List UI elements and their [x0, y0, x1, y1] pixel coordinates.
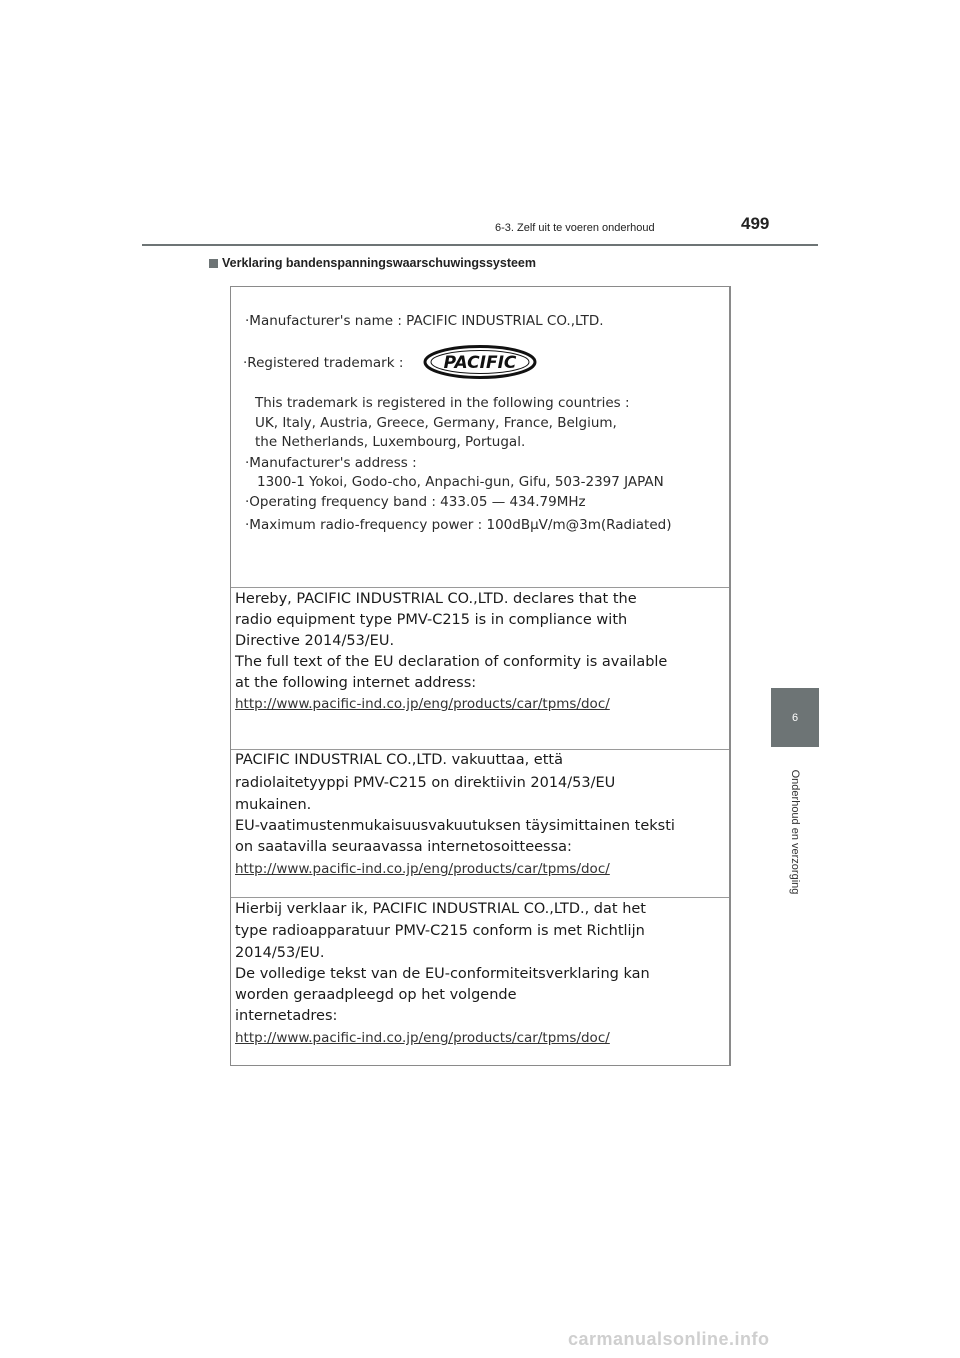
square-bullet-icon [209, 259, 218, 268]
page-number: 499 [741, 214, 770, 233]
dutch-line-2: type radioapparatuur PMV-C215 conform is met Richtlijn [235, 923, 645, 939]
section-heading-text: Verklaring bandenspanningswaarschuwingssysteem [222, 256, 536, 270]
dutch-line-6: internetadres: [235, 1008, 338, 1024]
section-heading [209, 256, 536, 270]
chapter-tab[interactable] [771, 688, 819, 747]
chapter-title: Onderhoud en verzorging [789, 769, 801, 895]
section-title: 6-3. Zelf uit te voeren onderhoud [495, 222, 655, 234]
dutch-line-5: worden geraadpleegd op het volgende [235, 987, 517, 1003]
finnish-line-3: mukainen. [235, 797, 312, 813]
address: 1300-1 Yokoi, Godo-cho, Anpachi-gun, Gifu, 503-2397 JAPAN [257, 474, 664, 490]
countries-line-1: UK, Italy, Austria, Greece, Germany, France, Belgium, [255, 415, 617, 431]
logo-text: PACIFIC [443, 353, 517, 373]
divider-2 [231, 749, 729, 750]
frequency-band: ·Operating frequency band : 433.05 — 434.79MHz [245, 494, 586, 510]
english-line-1: Hereby, PACIFIC INDUSTRIAL CO.,LTD. declares that the [235, 591, 637, 607]
dutch-line-4: De volledige tekst van de EU-conformiteitsverklaring kan [235, 966, 650, 982]
english-url-link[interactable]: http://www.pacific-ind.co.jp/eng/products/car/tpms/doc/ [235, 696, 610, 712]
dutch-line-1: Hierbij verklaar ik, PACIFIC INDUSTRIAL CO.,LTD., dat het [235, 901, 646, 917]
pacific-logo [423, 345, 537, 379]
english-line-4: The full text of the EU declaration of conformity is available [235, 654, 668, 670]
english-line-2: radio equipment type PMV-C215 is in compliance with [235, 612, 628, 628]
manufacturer-name: ·Manufacturer's name : PACIFIC INDUSTRIAL CO.,LTD. [245, 313, 604, 329]
address-label: ·Manufacturer's address : [245, 455, 417, 471]
divider-1 [231, 587, 729, 588]
english-line-3: Directive 2014/53/EU. [235, 633, 395, 649]
dutch-line-3: 2014/53/EU. [235, 945, 325, 961]
english-line-5: at the following internet address: [235, 675, 477, 691]
countries-line-2: the Netherlands, Luxembourg, Portugal. [255, 434, 526, 450]
trademark-label: ·Registered trademark : [243, 355, 404, 371]
dutch-url-link[interactable]: http://www.pacific-ind.co.jp/eng/products/car/tpms/doc/ [235, 1030, 610, 1046]
radio-power: ·Maximum radio-frequency power : 100dBμV/m@3m(Radiated) [245, 517, 672, 533]
finnish-line-1: PACIFIC INDUSTRIAL CO.,LTD. vakuuttaa, että [235, 752, 563, 768]
countries-intro: This trademark is registered in the following countries : [255, 395, 630, 411]
site-watermark: carmanualsonline.info [568, 1329, 770, 1349]
header-divider [142, 244, 818, 246]
finnish-url-link[interactable]: http://www.pacific-ind.co.jp/eng/products/car/tpms/doc/ [235, 861, 610, 877]
finnish-line-4: EU-vaatimustenmukaisuusvakuutuksen täysimittainen teksti [235, 818, 675, 834]
declaration-document [230, 286, 731, 1066]
finnish-line-2: radiolaitetyyppi PMV-C215 on direktiivin 2014/53/EU [235, 775, 616, 791]
chapter-number: 6 [791, 711, 799, 724]
divider-3 [231, 897, 729, 898]
finnish-line-5: on saatavilla seuraavassa internetosoitteessa: [235, 839, 572, 855]
